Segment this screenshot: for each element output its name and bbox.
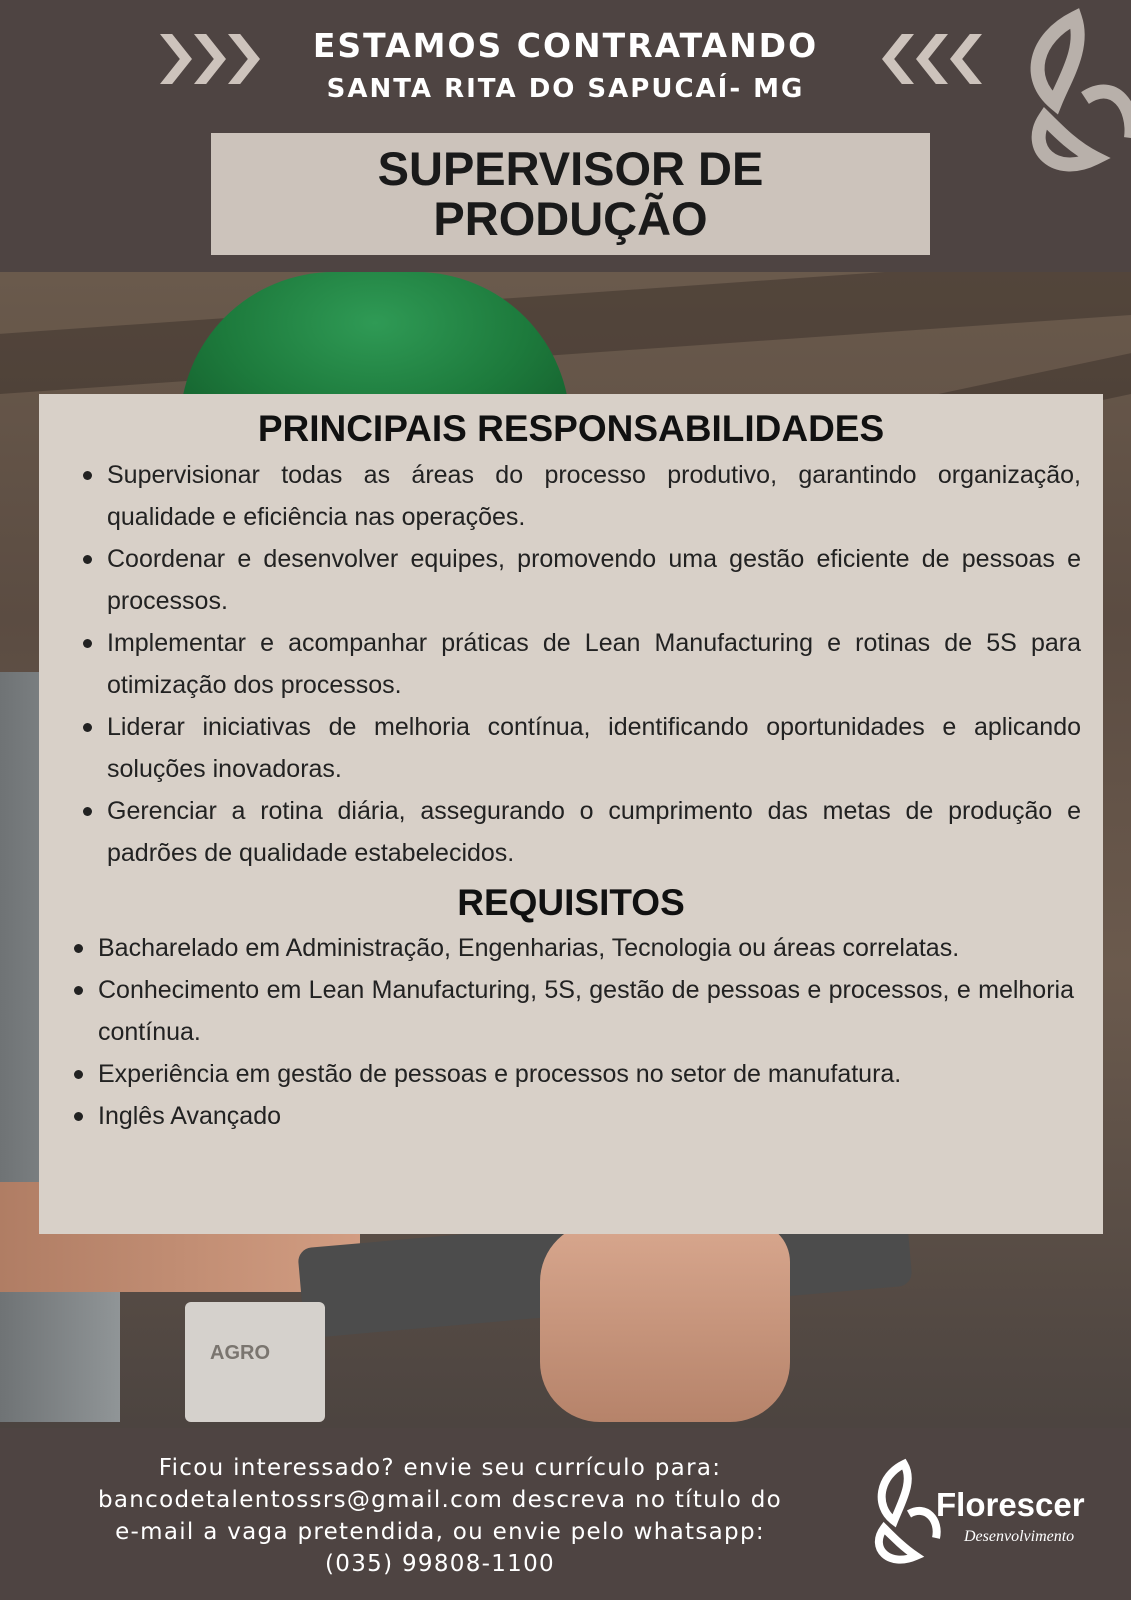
content-panel: [39, 394, 1103, 1234]
florescer-logo-icon: [864, 1456, 944, 1576]
list-item: Supervisionar todas as áreas do processo produtivo, garantindo organização, qualidade e eficiência nas operações.: [81, 454, 1081, 538]
contact-email-line[interactable]: bancodetalentossrs@gmail.com descreva no título do: [98, 1487, 782, 1513]
badge-text: AGRO: [210, 1342, 270, 1364]
location-heading: SANTA RITA DO SAPUCAÍ- MG: [326, 74, 805, 104]
responsibilities-list: [81, 454, 1081, 874]
list-item: Bacharelado em Administração, Engenharias, Tecnologia ou áreas correlatas.: [72, 927, 1074, 969]
header: [0, 0, 1131, 272]
requirements-title: REQUISITOS: [457, 882, 685, 923]
list-item: Coordenar e desenvolver equipes, promovendo uma gestão eficiente de pessoas e processos.: [81, 538, 1081, 622]
florescer-logo-icon: [1015, 8, 1131, 183]
worker-hand: [540, 1222, 790, 1422]
hiring-heading: ESTAMOS CONTRATANDO: [312, 26, 819, 65]
brand-name: Florescer: [936, 1486, 1085, 1523]
list-item: Gerenciar a rotina diária, assegurando o cumprimento das metas de produção e padrões de qualidade estabelecidos.: [81, 790, 1081, 874]
job-title-box: [211, 133, 930, 255]
list-item: Implementar e acompanhar práticas de Lean Manufacturing e rotinas de 5S para otimização dos processos.: [81, 622, 1081, 706]
list-item: Liderar iniciativas de melhoria contínua, identificando oportunidades e aplicando soluções inovadoras.: [81, 706, 1081, 790]
list-item: Conhecimento em Lean Manufacturing, 5S, gestão de pessoas e processos, e melhoria contínua.: [72, 969, 1074, 1053]
job-title: SUPERVISOR DE PRODUÇÃO: [377, 142, 764, 245]
brand-subtitle: Desenvolvimento: [964, 1528, 1075, 1545]
brand-logo: [864, 1456, 1114, 1576]
list-item: Inglês Avançado: [72, 1095, 1074, 1137]
requirements-list: [72, 927, 1074, 1137]
footer: [0, 1428, 1131, 1600]
contact-info: [30, 1452, 850, 1580]
contact-line: Ficou interessado? envie seu currículo para:: [158, 1455, 722, 1481]
responsibilities-title: PRINCIPAIS RESPONSABILIDADES: [257, 408, 885, 449]
list-item: Experiência em gestão de pessoas e processos no setor de manufatura.: [72, 1053, 1074, 1095]
contact-line: e-mail a vaga pretendida, ou envie pelo whatsapp:: [115, 1519, 765, 1545]
contact-phone[interactable]: (035) 99808-1100: [325, 1551, 555, 1577]
